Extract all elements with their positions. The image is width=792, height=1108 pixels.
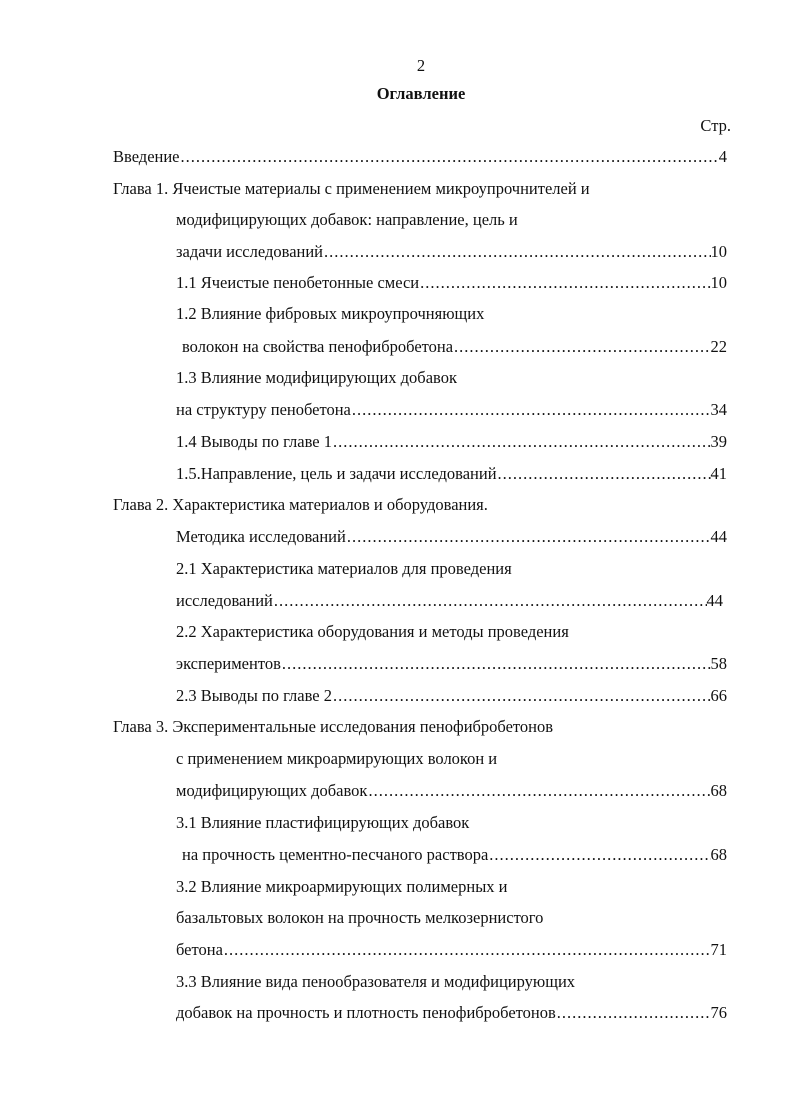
toc-entry <box>176 273 727 293</box>
toc-entry-page: 4 <box>718 147 727 166</box>
toc-entry <box>176 527 727 547</box>
toc-entry-text: волокон на свойства пенофибробетона <box>182 337 454 356</box>
toc-entry <box>113 179 727 199</box>
toc-entry <box>176 813 727 833</box>
toc-entry <box>182 337 727 357</box>
toc-entry-text: 3.1 Влияние пластифицирующих добавок <box>176 813 470 832</box>
toc-entry-text: на прочность цементно-песчаного раствора <box>182 845 489 864</box>
toc-entry-page: 44 <box>706 591 723 610</box>
toc-entry <box>176 304 727 324</box>
toc-entry-page: 58 <box>710 654 727 673</box>
toc-entry-text: Глава 2. Характеристика материалов и оборудования. <box>113 495 488 514</box>
toc-entry-text: 3.2 Влияние микроармирующих полимерных и <box>176 877 508 896</box>
toc-entry <box>176 781 727 801</box>
toc-entry-page: 68 <box>710 781 727 800</box>
toc-entry <box>113 717 727 737</box>
toc-entry-page: 34 <box>710 400 727 419</box>
toc-entry-text: базальтовых волокон на прочность мелкозернистого <box>176 908 544 927</box>
leader-dots <box>453 337 710 357</box>
leader-dots <box>367 781 710 801</box>
toc-entry-page: 71 <box>710 940 727 959</box>
toc-entry-text: 1.4 Выводы по главе 1 <box>176 432 332 451</box>
toc-entry <box>176 368 727 388</box>
toc-entry-page: 44 <box>710 527 727 546</box>
toc-entry-text: 1.2 Влияние фибровых микроупрочняющих <box>176 304 485 323</box>
toc-entry-text: добавок на прочность и плотность пенофибробетонов <box>176 1003 556 1022</box>
leader-dots <box>332 432 711 452</box>
toc-entry <box>176 559 727 579</box>
toc-entry-text: бетона <box>176 940 223 959</box>
toc-entry-text: 2.3 Выводы по главе 2 <box>176 686 332 705</box>
toc-entry <box>176 940 727 960</box>
toc-entry <box>176 242 727 262</box>
toc-entry-page: 10 <box>710 242 727 261</box>
toc-entry <box>176 622 727 642</box>
toc-entry-page: 68 <box>710 845 727 864</box>
leader-dots <box>180 147 719 167</box>
toc-entry-text: на структуру пенобетона <box>176 400 351 419</box>
toc-entry-page: 66 <box>710 686 727 705</box>
page-number: 2 <box>416 56 426 75</box>
toc-entry-text: Введение <box>113 147 180 166</box>
leader-dots <box>332 686 711 706</box>
toc-entry-text: модифицирующих добавок <box>176 781 368 800</box>
toc-entry <box>176 1003 727 1023</box>
toc-entry-text: с применением микроармирующих волокон и <box>176 749 498 768</box>
toc-entry <box>176 464 727 484</box>
toc-entry-text: экспериментов <box>176 654 281 673</box>
leader-dots <box>281 654 711 674</box>
toc-entry-text: модифицирующих добавок: направление, цель и <box>176 210 518 229</box>
toc-entry-text: 3.3 Влияние вида пенообразователя и модифицирующих <box>176 972 576 991</box>
leader-dots <box>323 242 710 262</box>
toc-entry-text: Глава 3. Экспериментальные исследования пенофибробетонов <box>113 717 554 736</box>
toc-entry <box>176 654 727 674</box>
toc-entry-text: 1.3 Влияние модифицирующих добавок <box>176 368 457 387</box>
pages-column-header: Стр. <box>700 116 731 135</box>
toc-entry-page: 22 <box>710 337 727 356</box>
toc-entry-text: 1.1 Ячеистые пенобетонные смеси <box>176 273 420 292</box>
toc-entry <box>176 400 727 420</box>
leader-dots <box>497 464 711 484</box>
leader-dots <box>346 527 711 547</box>
toc-entry <box>176 972 727 992</box>
toc-entry-page: 10 <box>710 273 727 292</box>
leader-dots <box>273 591 707 611</box>
leader-dots <box>488 845 710 865</box>
leader-dots <box>419 273 710 293</box>
toc-entry-text: исследований <box>176 591 273 610</box>
toc-entry <box>176 432 727 452</box>
toc-entry-text: 2.2 Характеристика оборудования и методы проведения <box>176 622 569 641</box>
toc-entry <box>113 147 727 167</box>
leader-dots <box>556 1003 711 1023</box>
toc-entry <box>182 845 727 865</box>
leader-dots <box>223 940 711 960</box>
toc-entry-text: 1.5.Направление, цель и задачи исследований <box>176 464 497 483</box>
toc-entry <box>176 908 727 928</box>
toc-entry-text: 2.1 Характеристика материалов для проведения <box>176 559 512 578</box>
toc-entry <box>176 591 723 611</box>
toc-entry-text: Методика исследований <box>176 527 346 546</box>
toc-entry <box>176 877 727 897</box>
toc-entry-page: 76 <box>710 1003 727 1022</box>
toc-entry-page: 41 <box>710 464 727 483</box>
toc-entry-text: Глава 1. Ячеистые материалы с применением микроупрочнителей и <box>113 179 590 198</box>
toc-entry-page: 39 <box>710 432 727 451</box>
toc-entry <box>176 749 727 769</box>
toc-entry-text: задачи исследований <box>176 242 324 261</box>
toc-entry <box>113 495 727 515</box>
leader-dots <box>351 400 711 420</box>
toc-entry <box>176 686 727 706</box>
page-title: Оглавление <box>376 84 466 103</box>
toc-entry <box>176 210 727 230</box>
